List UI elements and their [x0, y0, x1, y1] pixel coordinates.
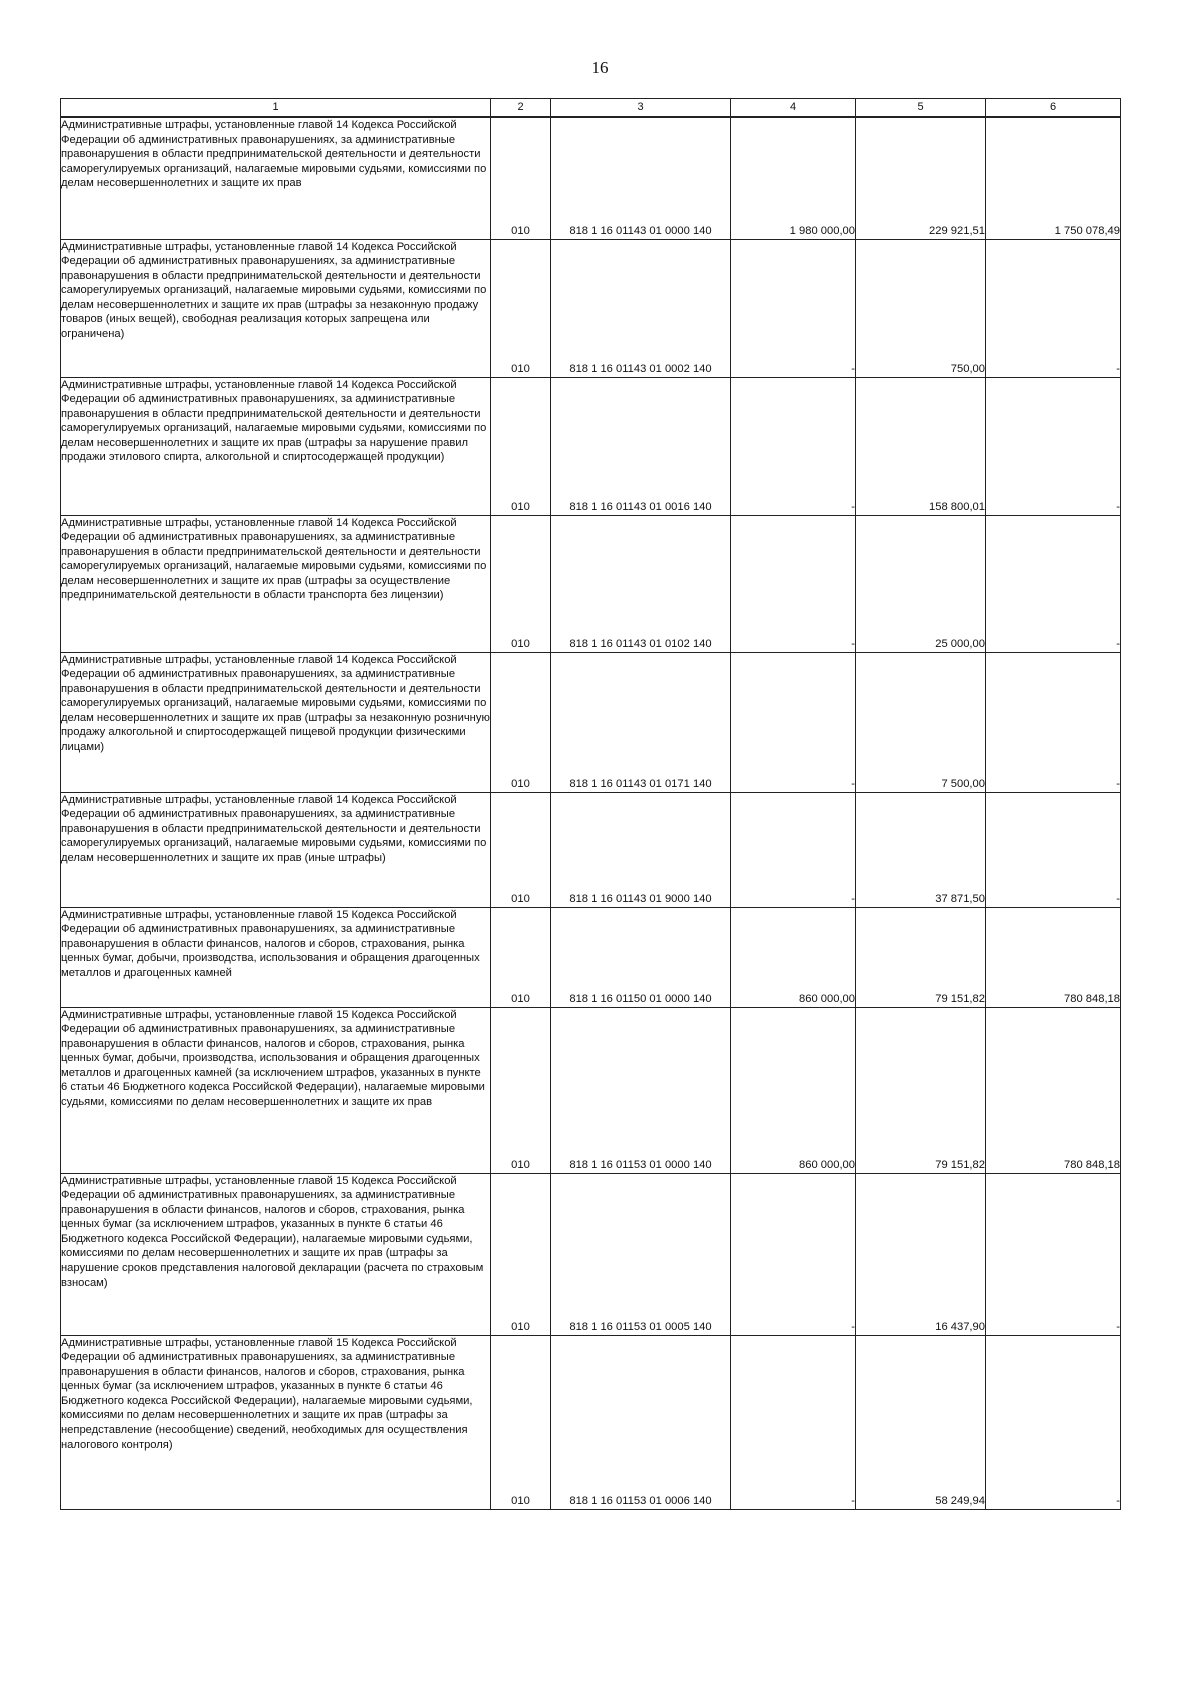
row-description: Административные штрафы, установленные главой 14 Кодекса Российской Федерации об административных правонарушениях, за административные правонарушения в области предпринимательской деятельности и деятельности саморегулируемых организаций, налагаемые мировыми судьями, комиссиями по делам несовершеннолетних и защите их прав (штрафы за нарушение правил продажи этилового спирта, алкогольной и спиртосодержащей продукции) — [61, 377, 491, 515]
row-budget-classification-code: 818 1 16 01143 01 0102 140 — [551, 515, 731, 652]
page-number: 16 — [591, 58, 609, 77]
budget-revenue-table — [60, 98, 1121, 1510]
row-approved-amount: - — [731, 239, 856, 377]
row-unexecuted-amount: - — [986, 1335, 1121, 1509]
row-approved-amount: - — [731, 515, 856, 652]
column-number-row — [61, 99, 1121, 118]
row-budget-classification-code: 818 1 16 01143 01 9000 140 — [551, 792, 731, 907]
row-description: Административные штрафы, установленные главой 15 Кодекса Российской Федерации об административных правонарушениях, за административные правонарушения в области финансов, налогов и сборов, страхования, рынка ценных бумаг (за исключением штрафов, указанных в пункте 6 статьи 46 Бюджетного кодекса Российской Федерации), налагаемые мировыми судьями, комиссиями по делам несовершеннолетних и защите их прав (штрафы за непредставление (несообщение) сведений, необходимых для осуществления налогового контроля) — [61, 1335, 491, 1509]
row-approved-amount: - — [731, 1173, 856, 1335]
row-description: Административные штрафы, установленные главой 15 Кодекса Российской Федерации об административных правонарушениях, за административные правонарушения в области финансов, налогов и сборов, страхования, рынка ценных бумаг, добычи, производства, использования и обращения драгоценных металлов и драгоценных камней (за исключением штрафов, указанных в пункте 6 статьи 46 Бюджетного кодекса Российской Федерации), налагаемые мировыми судьями, комиссиями по делам несовершеннолетних и защите их прав — [61, 1007, 491, 1173]
table-row — [61, 377, 1121, 515]
row-unexecuted-amount: 780 848,18 — [986, 907, 1121, 1007]
column-header-1: 1 — [61, 99, 491, 118]
table-row — [61, 792, 1121, 907]
row-line-code: 010 — [491, 377, 551, 515]
row-executed-amount: 229 921,51 — [856, 117, 986, 239]
row-description: Административные штрафы, установленные главой 14 Кодекса Российской Федерации об административных правонарушениях, за административные правонарушения в области предпринимательской деятельности и деятельности саморегулируемых организаций, налагаемые мировыми судьями, комиссиями по делам несовершеннолетних и защите их прав (штрафы за осуществление предпринимательской деятельности в области транспорта без лицензии) — [61, 515, 491, 652]
row-line-code: 010 — [491, 239, 551, 377]
row-description: Административные штрафы, установленные главой 14 Кодекса Российской Федерации об административных правонарушениях, за административные правонарушения в области предпринимательской деятельности и деятельности саморегулируемых организаций, налагаемые мировыми судьями, комиссиями по делам несовершеннолетних и защите их прав (иные штрафы) — [61, 792, 491, 907]
row-executed-amount: 79 151,82 — [856, 907, 986, 1007]
row-line-code: 010 — [491, 652, 551, 792]
table-row — [61, 117, 1121, 239]
row-budget-classification-code: 818 1 16 01143 01 0016 140 — [551, 377, 731, 515]
row-unexecuted-amount: 1 750 078,49 — [986, 117, 1121, 239]
table-row — [61, 515, 1121, 652]
row-approved-amount: - — [731, 652, 856, 792]
row-approved-amount: 860 000,00 — [731, 1007, 856, 1173]
table-row — [61, 652, 1121, 792]
row-executed-amount: 158 800,01 — [856, 377, 986, 515]
row-approved-amount: - — [731, 792, 856, 907]
row-budget-classification-code: 818 1 16 01143 01 0002 140 — [551, 239, 731, 377]
row-unexecuted-amount: - — [986, 377, 1121, 515]
row-approved-amount: - — [731, 1335, 856, 1509]
column-header-5: 5 — [856, 99, 986, 118]
table-row — [61, 1335, 1121, 1509]
table-body — [61, 117, 1121, 1509]
row-executed-amount: 37 871,50 — [856, 792, 986, 907]
table-row — [61, 1007, 1121, 1173]
row-unexecuted-amount: - — [986, 652, 1121, 792]
row-budget-classification-code: 818 1 16 01143 01 0000 140 — [551, 117, 731, 239]
row-unexecuted-amount: - — [986, 239, 1121, 377]
table-row — [61, 907, 1121, 1007]
row-executed-amount: 79 151,82 — [856, 1007, 986, 1173]
row-line-code: 010 — [491, 1007, 551, 1173]
row-unexecuted-amount: - — [986, 792, 1121, 907]
column-header-2: 2 — [491, 99, 551, 118]
table-row — [61, 239, 1121, 377]
row-approved-amount: - — [731, 377, 856, 515]
row-budget-classification-code: 818 1 16 01150 01 0000 140 — [551, 907, 731, 1007]
row-description: Административные штрафы, установленные главой 14 Кодекса Российской Федерации об административных правонарушениях, за административные правонарушения в области предпринимательской деятельности и деятельности саморегулируемых организаций, налагаемые мировыми судьями, комиссиями по делам несовершеннолетних и защите их прав (штрафы за незаконную продажу товаров (иных вещей), свободная реализация которых запрещена или ограничена) — [61, 239, 491, 377]
row-description: Административные штрафы, установленные главой 15 Кодекса Российской Федерации об административных правонарушениях, за административные правонарушения в области финансов, налогов и сборов, страхования, рынка ценных бумаг (за исключением штрафов, указанных в пункте 6 статьи 46 Бюджетного кодекса Российской Федерации), налагаемые мировыми судьями, комиссиями по делам несовершеннолетних и защите их прав (штрафы за нарушение сроков представления налоговой декларации (расчета по страховым взносам) — [61, 1173, 491, 1335]
row-line-code: 010 — [491, 907, 551, 1007]
row-unexecuted-amount: - — [986, 1173, 1121, 1335]
row-budget-classification-code: 818 1 16 01153 01 0006 140 — [551, 1335, 731, 1509]
table-row — [61, 1173, 1121, 1335]
row-line-code: 010 — [491, 515, 551, 652]
row-line-code: 010 — [491, 1335, 551, 1509]
row-executed-amount: 58 249,94 — [856, 1335, 986, 1509]
row-approved-amount: 1 980 000,00 — [731, 117, 856, 239]
row-line-code: 010 — [491, 1173, 551, 1335]
column-header-4: 4 — [731, 99, 856, 118]
row-line-code: 010 — [491, 792, 551, 907]
row-executed-amount: 16 437,90 — [856, 1173, 986, 1335]
row-unexecuted-amount: - — [986, 515, 1121, 652]
row-executed-amount: 7 500,00 — [856, 652, 986, 792]
row-description: Административные штрафы, установленные главой 15 Кодекса Российской Федерации об административных правонарушениях, за административные правонарушения в области финансов, налогов и сборов, страхования, рынка ценных бумаг, добычи, производства, использования и обращения драгоценных металлов и драгоценных камней — [61, 907, 491, 1007]
row-approved-amount: 860 000,00 — [731, 907, 856, 1007]
row-line-code: 010 — [491, 117, 551, 239]
row-executed-amount: 750,00 — [856, 239, 986, 377]
row-budget-classification-code: 818 1 16 01143 01 0171 140 — [551, 652, 731, 792]
row-description: Административные штрафы, установленные главой 14 Кодекса Российской Федерации об административных правонарушениях, за административные правонарушения в области предпринимательской деятельности и деятельности саморегулируемых организаций, налагаемые мировыми судьями, комиссиями по делам несовершеннолетних и защите их прав — [61, 117, 491, 239]
row-executed-amount: 25 000,00 — [856, 515, 986, 652]
row-description: Административные штрафы, установленные главой 14 Кодекса Российской Федерации об административных правонарушениях, за административные правонарушения в области предпринимательской деятельности и деятельности саморегулируемых организаций, налагаемые мировыми судьями, комиссиями по делам несовершеннолетних и защите их прав (штрафы за незаконную розничную продажу алкогольной и спиртосодержащей пищевой продукции физическими лицами) — [61, 652, 491, 792]
column-header-6: 6 — [986, 99, 1121, 118]
column-header-3: 3 — [551, 99, 731, 118]
row-budget-classification-code: 818 1 16 01153 01 0005 140 — [551, 1173, 731, 1335]
row-budget-classification-code: 818 1 16 01153 01 0000 140 — [551, 1007, 731, 1173]
row-unexecuted-amount: 780 848,18 — [986, 1007, 1121, 1173]
